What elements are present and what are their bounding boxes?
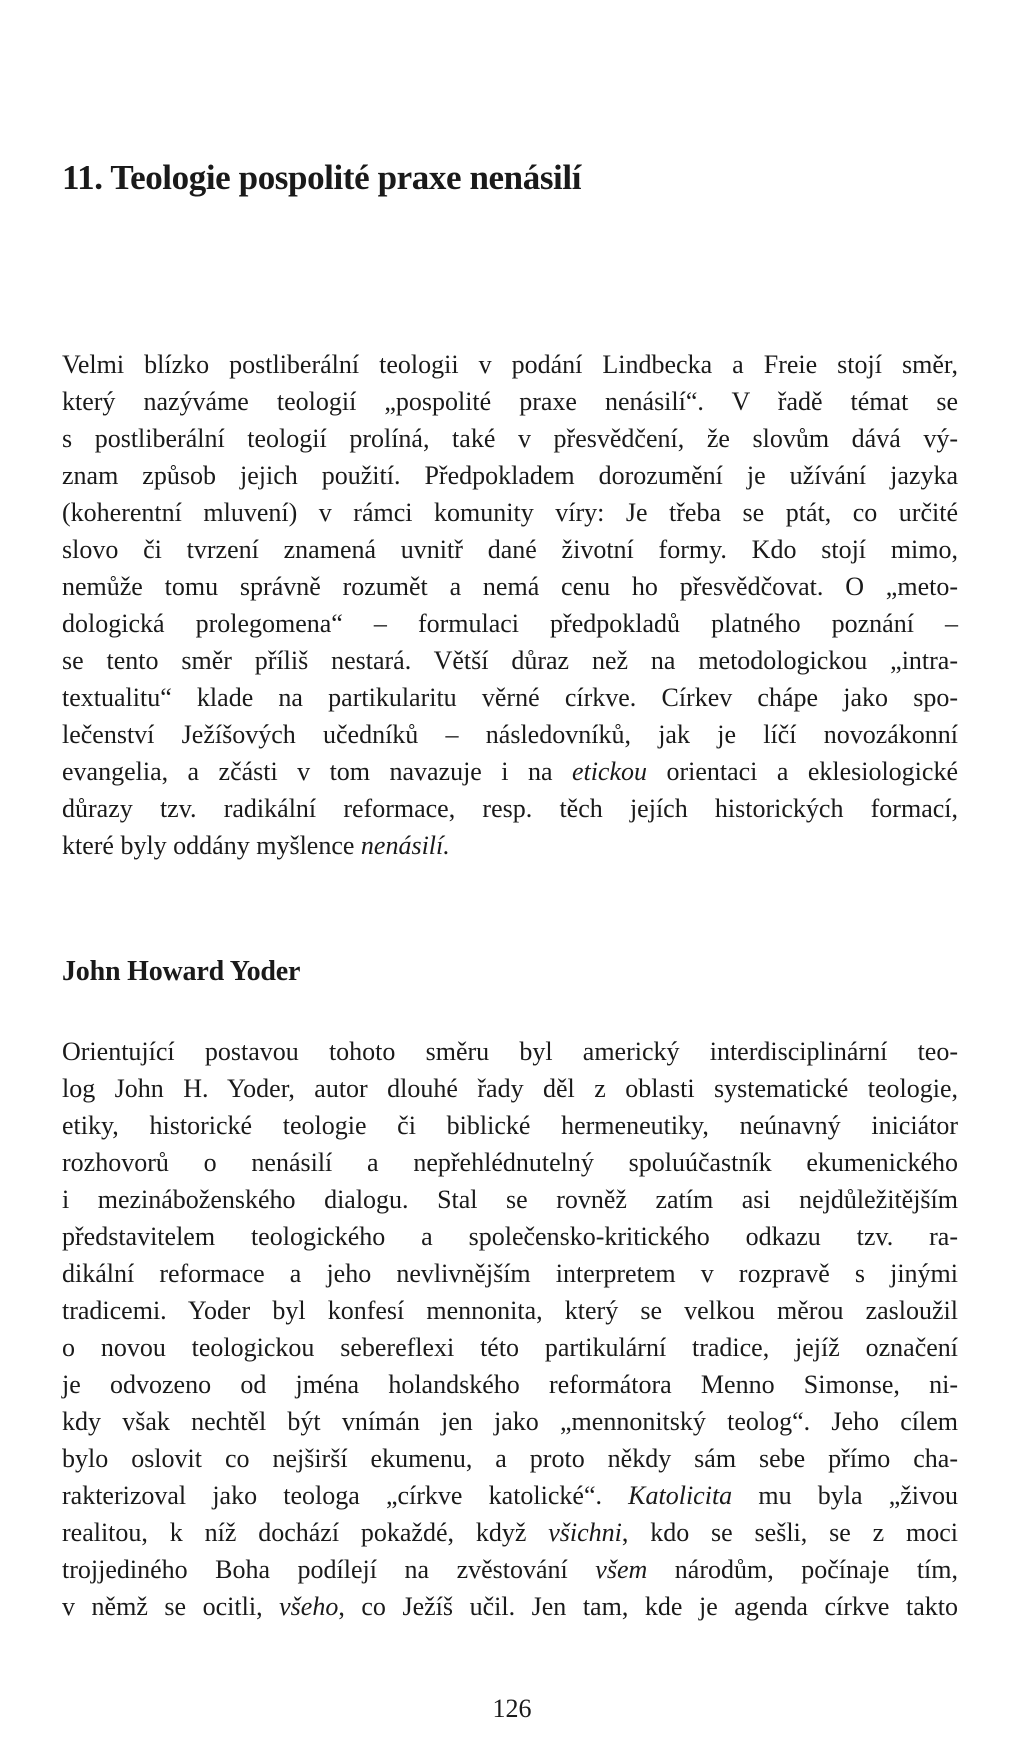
paragraph-line: tradicemi. Yoder byl konfesí mennonita, který se velkou měrou zasloužil	[62, 1296, 958, 1325]
text-run: , co Ježíš učil. Jen tam, kde je agenda církve takto	[338, 1592, 958, 1621]
paragraph-line: rozhovorů o nenásilí a nepřehlédnutelný spoluúčastník ekumenického	[62, 1148, 958, 1177]
paragraph-line	[62, 1477, 958, 1514]
paragraph-line: Velmi blízko postliberální teologii v podání Lindbecka a Freie stojí směr,	[62, 350, 958, 379]
emphasis-text: všeho	[279, 1592, 339, 1621]
paragraph-line: i mezináboženského dialogu. Stal se rovněž zatím asi nejdůležitějším	[62, 1185, 958, 1214]
emphasis-text: Katolicita	[628, 1481, 733, 1510]
paragraph-line: kdy však nechtěl být vnímán jen jako „mennonitský teolog“. Jeho cílem	[62, 1407, 958, 1436]
paragraph-line	[62, 1588, 958, 1625]
paragraph-line	[62, 827, 958, 864]
emphasis-text: všichni	[548, 1518, 622, 1547]
paragraph-line: který nazýváme teologií „pospolité praxe nenásilí“. V řadě témat se	[62, 387, 958, 416]
page-number: 126	[492, 1694, 532, 1723]
paragraph-line: znam způsob jejich použití. Předpokladem dorozumění je užívání jazyka	[62, 461, 958, 490]
paragraph-line	[62, 753, 958, 790]
paragraph-line: důrazy tzv. radikální reformace, resp. těch jejích historických formací,	[62, 794, 958, 823]
text-run: které byly oddány myšlence	[62, 831, 361, 860]
text-run: evangelia, a zčásti v tom navazuje i na	[62, 757, 572, 786]
chapter-title: 11. Teologie pospolité praxe nenásilí	[62, 158, 582, 197]
text-run: trojjediného Boha podílejí na zvěstování	[62, 1555, 596, 1584]
emphasis-text: nenásilí.	[360, 831, 450, 860]
paragraph-line: log John H. Yoder, autor dlouhé řady děl z oblasti systematické teologie,	[62, 1074, 958, 1103]
text-run: v němž se ocitli,	[62, 1592, 280, 1621]
paragraph-line: nemůže tomu správně rozumět a nemá cenu ho přesvědčovat. O „meto-	[62, 572, 958, 601]
paragraph-line: lečenství Ježíšových učedníků – následovníků, jak je líčí novozákonní	[62, 720, 958, 749]
yoder-paragraph	[62, 1033, 958, 1625]
paragraph-line: se tento směr příliš nestará. Větší důraz než na metodologickou „intra-	[62, 646, 958, 675]
paragraph-line: je odvozeno od jména holandského reformátora Menno Simonse, ni-	[62, 1370, 958, 1399]
text-run: , kdo se sešli, se z moci	[621, 1518, 958, 1547]
text-run: rakterizoval jako teologa „církve katolické“.	[62, 1481, 629, 1510]
paragraph-line: dologická prolegomena“ – formulaci předpokladů platného poznání –	[62, 609, 958, 638]
paragraph-line: o novou teologickou sebereflexi této partikulární tradice, jejíž označení	[62, 1333, 958, 1362]
paragraph-line: představitelem teologického a společensko-kritického odkazu tzv. ra-	[62, 1222, 958, 1251]
paragraph-line: bylo oslovit co nejširší ekumenu, a proto někdy sám sebe přímo cha-	[62, 1444, 958, 1473]
text-run: národům, počínaje tím,	[647, 1555, 958, 1584]
paragraph-line: etiky, historické teologie či biblické hermeneutiky, neúnavný iniciátor	[62, 1111, 958, 1140]
intro-paragraph	[62, 346, 958, 864]
paragraph-line	[62, 1514, 958, 1551]
paragraph-line: slovo či tvrzení znamená uvnitř dané životní formy. Kdo stojí mimo,	[62, 535, 958, 564]
text-run: realitou, k níž dochází pokaždé, když	[62, 1518, 549, 1547]
paragraph-line: (koherentní mluvení) v rámci komunity víry: Je třeba se ptát, co určité	[62, 498, 958, 527]
paragraph-line: textualitu“ klade na partikularitu věrné církve. Církev chápe jako spo-	[62, 683, 958, 712]
text-run: orientaci a eklesiologické	[647, 757, 958, 786]
paragraph-line: dikální reformace a jeho nevlivnějším interpretem v rozpravě s jinými	[62, 1259, 958, 1288]
emphasis-text: všem	[595, 1555, 648, 1584]
emphasis-text: etickou	[571, 757, 648, 786]
text-run: mu byla „živou	[732, 1481, 958, 1510]
paragraph-line	[62, 1551, 958, 1588]
paragraph-line: s postliberální teologií prolíná, také v přesvědčení, že slovům dává vý-	[62, 424, 958, 453]
section-heading: John Howard Yoder	[62, 956, 301, 987]
paragraph-line: Orientující postavou tohoto směru byl americký interdisciplinární teo-	[62, 1037, 958, 1066]
